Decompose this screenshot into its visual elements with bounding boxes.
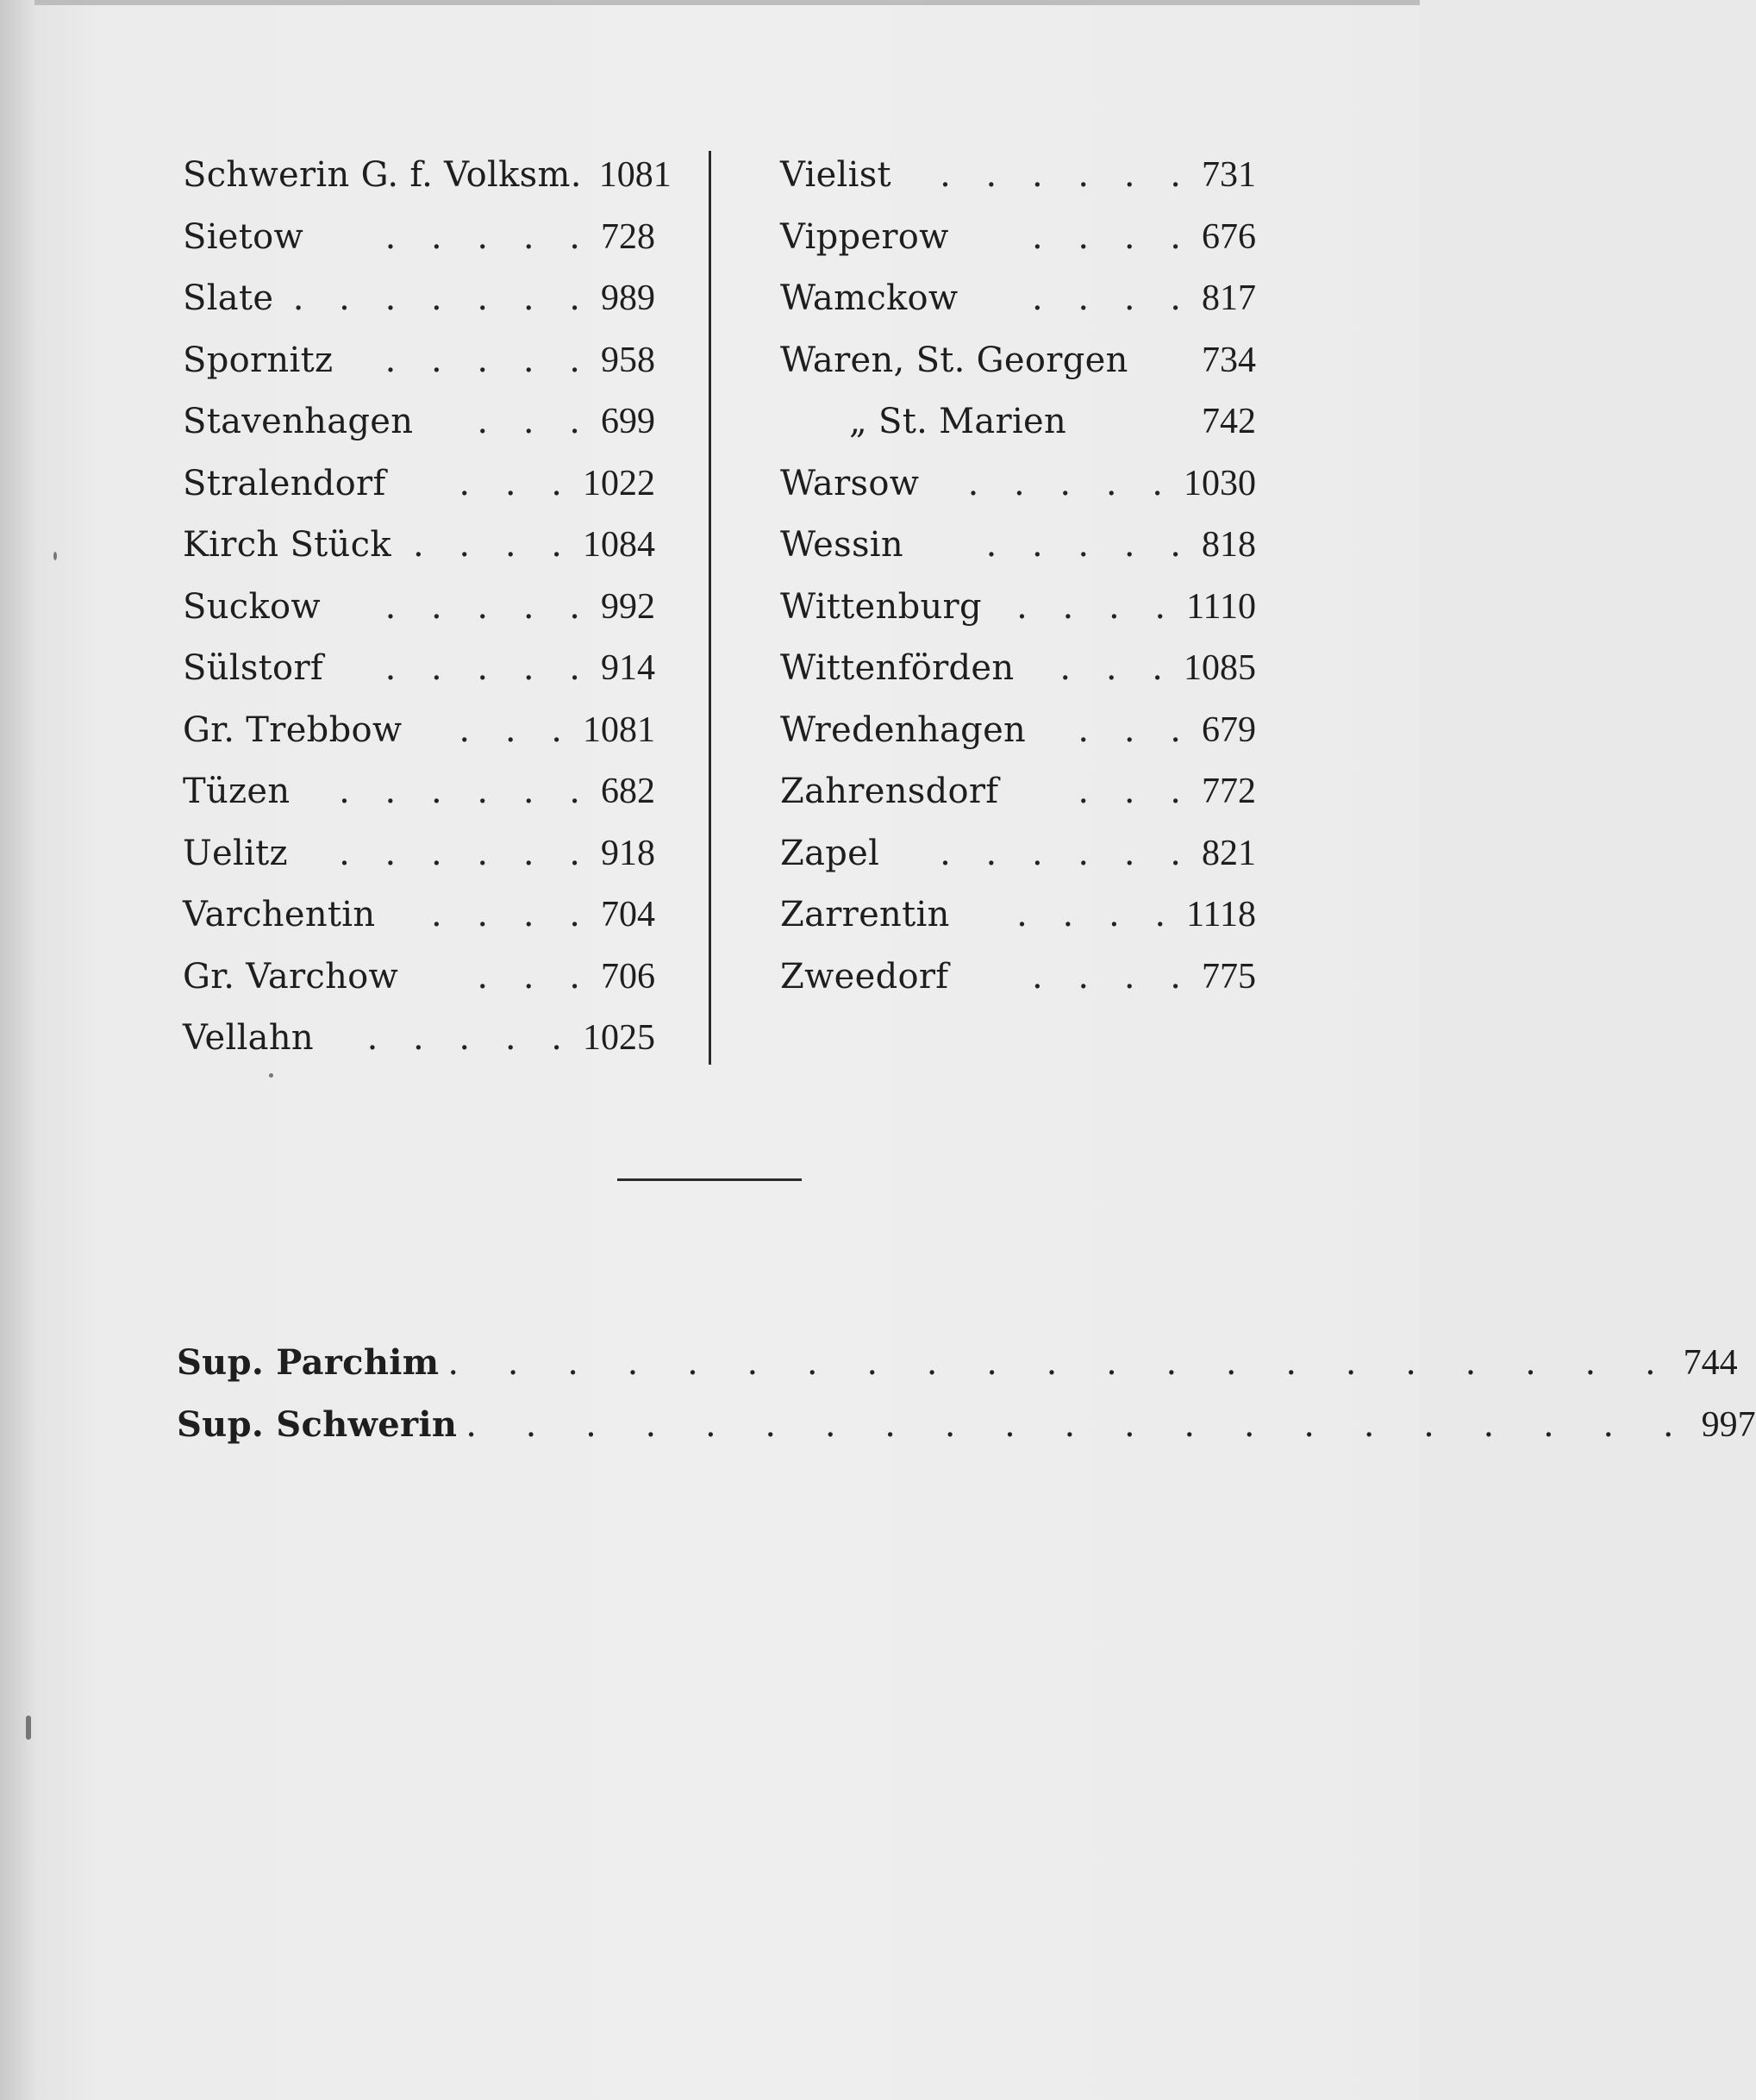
leader-dots: . . . [477,402,592,441]
leader-dots: . . . [459,709,574,750]
leader-dots: . . . . . [384,586,592,627]
entry-name: Sup. Parchim [177,1342,440,1383]
page-top-edge [0,0,1420,5]
entry-name: Schwerin G. f. Volksm. [183,155,582,195]
page-left-edge [0,0,34,2100]
entry-name: Uelitz [183,833,288,873]
leader-dots: . . . . . . [339,772,592,811]
leader-dots: . . . . . [967,463,1175,503]
entry-page-number: 989 [601,278,655,318]
entry-page-number: 679 [1202,709,1256,750]
index-entry [780,947,1256,1009]
leader-dots: . . . . [412,525,574,565]
entry-page-number: 1081 [583,709,655,750]
index-entry [780,207,1256,269]
entry-page-number: 731 [1202,155,1256,195]
index-entry [183,1008,655,1070]
index-entry [183,638,655,700]
index-entry [780,515,1256,577]
entry-name: Wessin [780,525,903,565]
entry-name: Vielist [780,155,891,195]
leader-dots: . . . . . . . . . . . . . . . . . . . . . [466,1405,1693,1445]
index-entry [177,1394,1756,1456]
leader-dots: . . . . . . . . . . . . . . . . . . . . . [447,1343,1675,1383]
entry-name: Waren, St. Georgen [780,340,1128,380]
index-entry [183,823,655,885]
entry-page-number: 918 [601,833,655,873]
entry-page-number: 914 [601,648,655,688]
entry-name: Suckow [183,586,321,627]
entry-page-number: 1022 [583,463,655,503]
index-entry [780,577,1256,639]
index-entry [183,268,655,330]
entry-page-number: 992 [601,586,655,627]
entry-page-number: 1118 [1186,895,1256,934]
entry-page-number: 772 [1202,772,1256,811]
entry-page-number: 682 [601,772,655,811]
section-divider [617,1178,802,1181]
entry-page-number: 1085 [1184,648,1256,688]
index-entry [183,453,655,516]
entry-name: Spornitz [183,340,334,380]
entry-name: Gr. Trebbow [183,709,403,750]
entry-name: Slate [183,278,274,318]
index-entry [780,638,1256,700]
index-entry [780,145,1256,207]
entry-name: Zarrentin [780,895,950,934]
index-entry [780,391,1256,453]
index-entry [780,453,1256,516]
entry-name: Varchentin [183,895,376,934]
right-index-column [780,145,1256,1008]
index-entry [183,391,655,453]
entry-name: Vipperow [780,216,949,257]
entry-page-number: 742 [1202,402,1256,441]
entry-page-number: 734 [1202,340,1256,380]
index-entry [183,700,655,762]
index-entry [183,577,655,639]
entry-name: Vellahn [183,1018,314,1058]
entry-name: Sietow [183,216,304,257]
index-entry [780,268,1256,330]
entry-name: Stralendorf [183,463,386,503]
entry-name: Warsow [780,463,920,503]
leader-dots: . . . [1078,772,1193,811]
entry-page-number: 1030 [1184,463,1256,503]
paper-speck [53,552,57,560]
index-entry [183,145,672,207]
entry-page-number: 744 [1683,1343,1738,1383]
entry-page-number: 1110 [1186,586,1256,627]
entry-page-number: 958 [601,340,655,380]
entry-page-number: 699 [601,402,655,441]
entry-name: Wittenburg [780,586,982,627]
entry-page-number: 775 [1202,956,1256,997]
entry-name: Kirch Stück [183,525,391,565]
leader-dots: . . . . . . [940,155,1193,195]
entry-page-number: 704 [601,895,655,934]
index-entry [183,330,655,392]
entry-name: Sülstorf [183,648,323,688]
entry-name: Zapel [780,833,880,873]
entry-name: Wredenhagen [780,709,1027,750]
entry-page-number: 676 [1202,216,1256,257]
index-entry [177,1332,1738,1394]
leader-dots: . . . [477,956,592,997]
entry-page-number: 1025 [583,1018,655,1058]
entry-page-number: 728 [601,216,655,257]
index-entry [780,330,1256,392]
entry-page-number: 997 [1701,1405,1756,1445]
index-entry [183,207,655,269]
entry-name: Wamckow [780,278,959,318]
leader-dots: . . . . . . . [292,278,592,318]
index-entry [183,884,655,947]
superintendents-list [177,1332,1756,1456]
index-entry [183,947,655,1009]
entry-name: „ St. Marien [849,402,1067,441]
column-divider [709,151,711,1065]
entry-name: Stavenhagen [183,402,414,441]
leader-dots: . . . . [430,895,592,934]
entry-name: Zahrensdorf [780,772,999,811]
leader-dots: . . . . . . [339,833,592,873]
leader-dots: . . . . [1016,586,1178,627]
leader-dots: . . . . . [985,525,1193,565]
entry-page-number: 818 [1202,525,1256,565]
leader-dots: . . . . . [384,216,592,257]
index-entry [780,761,1256,823]
entry-page-number: 821 [1202,833,1256,873]
leader-dots: . . . [1059,648,1175,688]
leader-dots: . . . . [1031,956,1193,997]
leader-dots: . . . . . [384,648,592,688]
entry-page-number: 1081 [598,155,672,195]
index-entry [780,700,1256,762]
leader-dots: . . . . . [366,1018,574,1058]
entry-page-number: 706 [601,956,655,997]
index-entry [183,515,655,577]
leader-dots: . . . . [1016,895,1178,934]
index-entry [780,823,1256,885]
entry-page-number: 817 [1202,278,1256,318]
entry-name: Zweedorf [780,956,949,997]
entry-name: Sup. Schwerin [177,1404,458,1445]
leader-dots: . . . . [1031,216,1193,257]
paper-speck [26,1716,31,1740]
leader-dots: . . . [1078,709,1193,750]
leader-dots: . . . . . [384,340,592,380]
entry-name: Gr. Varchow [183,956,399,997]
index-entry [183,761,655,823]
index-entry [780,884,1256,947]
leader-dots: . . . . . . [940,833,1193,873]
leader-dots: . . . [459,463,574,503]
entry-name: Wittenförden [780,648,1015,688]
paper-speck [269,1073,273,1078]
entry-name: Tüzen [183,772,291,811]
entry-page-number: 1084 [583,525,655,565]
leader-dots: . . . . [1031,278,1193,318]
left-index-column [183,145,672,1070]
